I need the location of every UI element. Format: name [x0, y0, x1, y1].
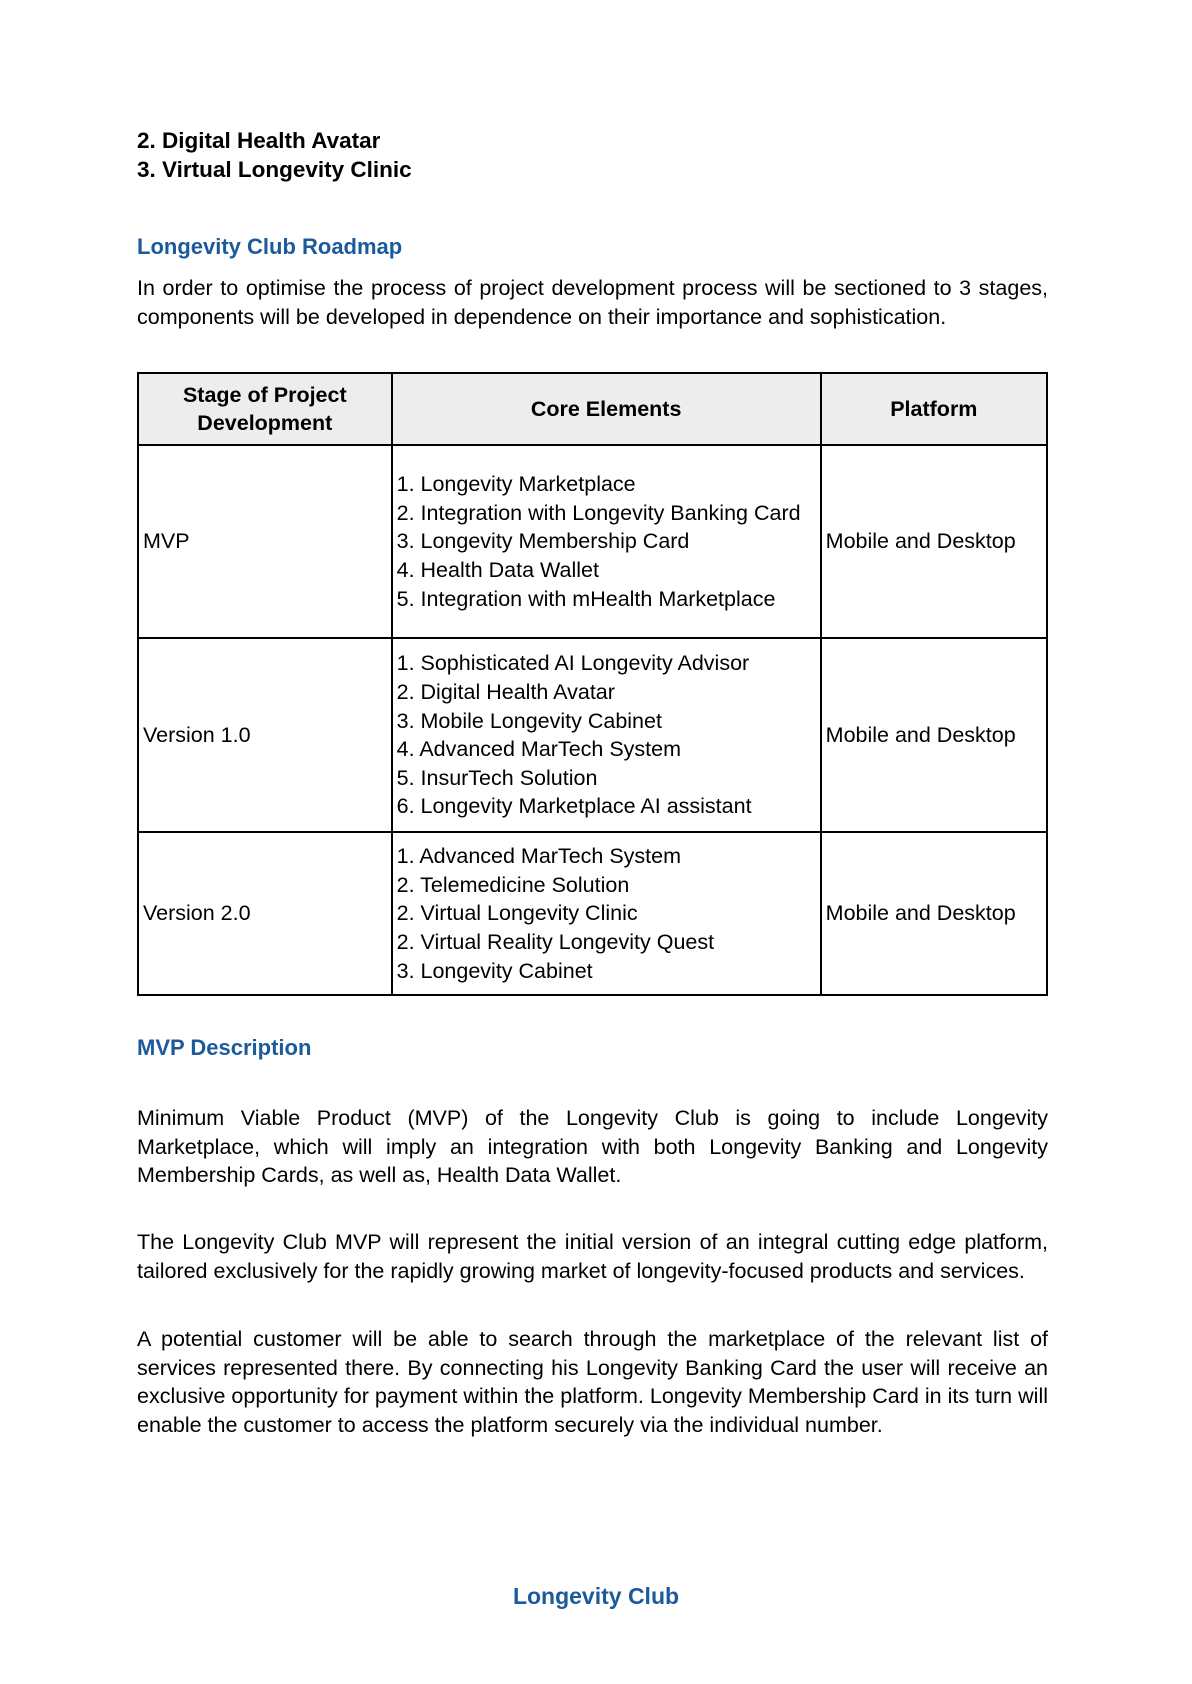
core-element-item: 5. Integration with mHealth Marketplace [396, 586, 776, 611]
stage-cell: MVP [138, 445, 392, 638]
numbered-list-continued [137, 126, 1048, 184]
platform-cell: Mobile and Desktop [821, 638, 1047, 832]
core-element-item: 1. Longevity Marketplace [396, 472, 636, 497]
roadmap-table-body [138, 445, 1047, 995]
core-element-item: 2. Virtual Reality Longevity Quest [396, 929, 715, 954]
stage-cell: Version 2.0 [138, 832, 392, 995]
mvp-paragraph: The Longevity Club MVP will represent the initial version of an integral cutting edge platform, tailored exclusively for the rapidly growing market of longevity-focused products and services. [137, 1229, 1048, 1283]
core-element-item: 5. InsurTech Solution [396, 765, 598, 790]
list-item: 2. Digital Health Avatar [137, 128, 381, 153]
core-elements-cell [392, 638, 821, 832]
core-element-item: 3. Longevity Cabinet [396, 958, 593, 983]
core-element-item: 1. Sophisticated AI Longevity Advisor [396, 651, 750, 676]
core-element-item: 2. Virtual Longevity Clinic [396, 901, 638, 926]
column-header-platform: Platform [821, 373, 1047, 445]
table-row [138, 832, 1047, 995]
mvp-description-heading: MVP Description [137, 1035, 312, 1061]
roadmap-heading: Longevity Club Roadmap [137, 234, 403, 259]
mvp-paragraph: Minimum Viable Product (MVP) of the Longevity Club is going to include Longevity Marketplace, which will imply an integration with both Longevity Banking and Longevity Membership Cards, as well as, Health Data Wallet. [137, 1106, 1048, 1188]
core-element-item: 2. Digital Health Avatar [396, 680, 615, 704]
table-row [138, 638, 1047, 832]
page-footer-brand: Longevity Club [512, 1583, 680, 1609]
mvp-paragraph: A potential customer will be able to search through the marketplace of the relevant list of services represented there. By connecting his Longevity Banking Card the user will receive an exclusive opportunity for payment within the platform. Longevity Membership Card in its turn will enable the customer to access the platform securely via the individual number. [137, 1327, 1048, 1437]
list-item: 3. Virtual Longevity Clinic [137, 157, 412, 182]
core-element-item: 6. Longevity Marketplace AI assistant [396, 794, 752, 819]
stage-cell: Version 1.0 [138, 638, 392, 832]
core-element-item: 3. Longevity Membership Card [396, 529, 690, 554]
table-header-row [138, 373, 1047, 445]
core-element-item: 2. Integration with Longevity Banking Card [396, 500, 801, 525]
core-element-item: 3. Mobile Longevity Cabinet [396, 708, 662, 733]
roadmap-intro-paragraph: In order to optimise the process of project development process will be sectioned to 3 stages, components will be developed in dependence on their importance and sophistication. [137, 276, 1048, 329]
roadmap-table [137, 372, 1048, 996]
core-element-item: 4. Health Data Wallet [396, 557, 599, 582]
core-element-item: 2. Telemedicine Solution [396, 872, 630, 897]
core-elements-cell [392, 832, 821, 995]
core-element-item: 4. Advanced MarTech System [396, 737, 682, 762]
core-elements-cell [392, 445, 821, 638]
platform-cell: Mobile and Desktop [821, 832, 1047, 995]
table-row [138, 445, 1047, 638]
platform-cell: Mobile and Desktop [821, 445, 1047, 638]
column-header-core-elements: Core Elements [392, 373, 821, 445]
core-element-item: 1. Advanced MarTech System [396, 844, 682, 869]
column-header-stage: Stage of Project Development [138, 373, 392, 445]
